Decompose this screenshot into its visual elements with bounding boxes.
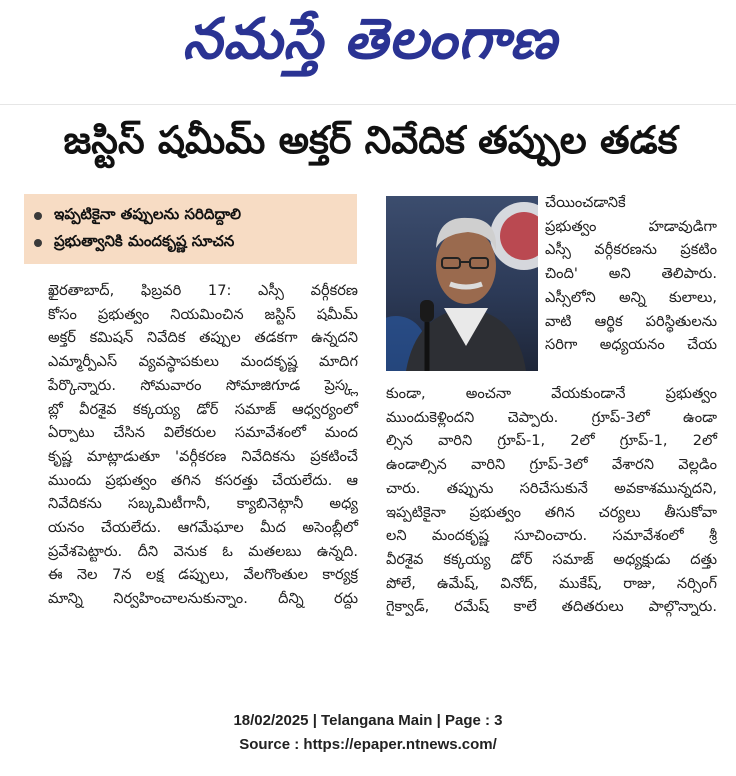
bullet-icon [34,212,42,220]
article-line: అక్తర్ కమిషన్ నివేదిక తప్పుల తడకగా ఉన్నదని [48,329,358,347]
article-line: ఈ నెల 7న లక్ష డప్పులు, వేలగొంతుల కార్యక్ర [48,566,358,584]
article-line: ఎస్సీలోని అన్ని కులాలు, [545,288,717,306]
article-line: ల్సిన వారిని గ్రూప్-1, 2లో గ్రూప్-1, 2లో [386,432,717,450]
summary-point-text: ప్రభుత్వానికి మందకృష్ణ సూచన [54,231,235,250]
article-line: ఇప్పటికైనా ప్రభుత్వం తగిన చర్యలు తీసుకోవా [386,503,717,521]
summary-box [24,194,357,264]
article-line: చారు. తప్పును సరిచేసుకునే అవకాశమున్నదని, [386,479,717,497]
article-line: వీరశైవ కక్కయ్య డోర్ సమాజ్ అధ్యక్షుడు దత్తు [386,550,717,568]
edition-info: 18/02/2025 | Telangana Main | Page : 3 [233,712,503,729]
summary-point [34,229,347,256]
article-line: చింది' అని తెలిపారు. [545,265,717,283]
article-line: ఎమ్మార్పీఎస్ వ్యవస్థాపకులు మందకృష్ణ మాదిగ [48,353,358,371]
article-line: సరిగా అధ్యయనం చేయ [545,336,717,354]
newspaper-masthead: నమస్తే తెలంగాణ [182,6,558,72]
article-line: కోసం ప్రభుత్వం నియమించిన జస్టిస్ షమీమ్ [48,305,358,323]
article-line: ఖైరతాబాద్, ఫిబ్రవరి 17: ఎస్సీ వర్గీకరణ [48,282,358,299]
article-column-right-top [545,191,717,357]
article-line: నివేదికను సబ్కమిటీగానీ, క్యాబినెట్గానీ అధ్య [48,495,358,513]
bullet-icon [34,239,42,247]
article-column-left [48,279,358,611]
article-line: ఎస్సీ వర్గీకరణను ప్రకటిం [545,241,717,259]
article-line: యనం చేయలేదు. ఆగమేఘాల మీద అసెంబ్లీలో [48,519,358,537]
summary-point-text: ఇప్పటికైనా తప్పులను సరిదిద్దాలి [54,204,242,223]
article-line: ప్రభుత్వం హడావుడిగా [545,217,717,235]
source-link[interactable]: Source : https://epaper.ntnews.com/ [239,736,497,753]
article-line: వాటి ఆర్థిక పరిస్థితులను [545,312,717,330]
article-line: ముందుకెళ్లిందని చెప్పారు. గ్రూప్-3లో ఉండా [386,408,717,426]
speaker-photo [386,196,538,371]
article-line: కృష్ణ మాట్లాడుతూ 'వర్గీకరణ నివేదికను ప్రకటించే [48,447,358,465]
article-line: గైక్వాడ్, రమేష్ కాలే తదితరులు పాల్గొన్నారు. [386,598,717,616]
speaker-photo-illustration [386,196,538,371]
article-line: పోలే, ఉమేష్, వినోద్, ముకేష్, రాజు, నర్సింగ్ [386,574,717,592]
article-column-right [386,382,717,619]
article-line: లని మందకృష్ణ సూచించారు. సమావేశంలో శ్రీ [386,527,717,545]
article-line: చేయించడానికే [545,194,626,211]
article-line: మాన్ని నిర్వహించాలనుకున్నాం. దీన్ని రద్దు [48,590,358,608]
article-line: ఉండాల్సిన వారిని గ్రూప్-3లో వేశారని వెల్లడిం [386,456,717,474]
article-line: ఏర్పాటు చేసిన విలేకరుల సమావేశంలో మంద [48,424,358,442]
article-line: పేర్కొన్నారు. సోమవారం సోమాజిగూడ ప్రెస్క్ల [48,376,358,394]
article-line: ముందు ప్రభుత్వం తగిన కసరత్తు చేయలేదు. ఆ [48,471,358,489]
summary-point [34,202,347,229]
article-line: కుండా, అంచనా వేయకుండానే ప్రభుత్వం [386,385,717,402]
article-line: ప్రవేశపెట్టారు. దీని వెనుక ఓ మతలబు ఉన్నది. [48,542,358,560]
article-headline: జస్టిస్ షమీమ్ అక్తర్ నివేదిక తప్పుల తడక [63,118,678,162]
article-line: బ్లో వీరశైవ కక్కయ్య డోర్ సమాజ్ ఆధ్వర్యంలో [48,400,358,418]
masthead-divider [0,104,736,105]
